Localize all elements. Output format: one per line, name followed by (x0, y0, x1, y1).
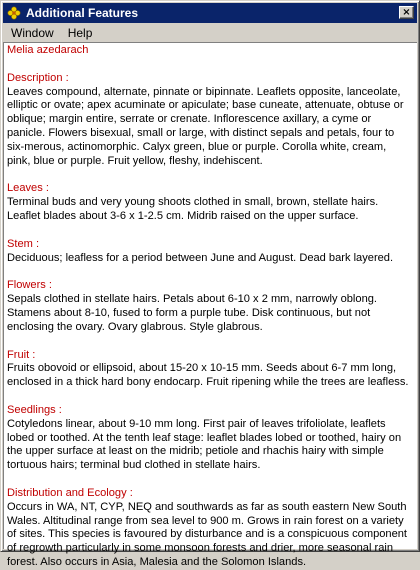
section-text: Occurs in WA, NT, CYP, NEQ and southwards as far as south eastern New South Wales. Altitudinal range from sea level to 900 m. Grows in rain forest on a variety of sites. This species is favoured by disturbance and is a conspicuous component of regrowth particularly in some monsoon forests and drier, more seasonal rain forest. Also occurs in Asia, Malesia and the Solomon Islands. (7, 500, 408, 568)
section-fruit (7, 349, 411, 390)
features-text-area[interactable] (3, 42, 417, 568)
section-heading: Flowers : (7, 279, 52, 292)
section-text: Leaves compound, alternate, pinnate or bipinnate. Leaflets opposite, lanceolate, elliptic or ovate; apex acuminate or apiculate; base cuneate, attenuate, obtuse or oblique; margin entire, serrate or crenate. Inflorescence axillary, a cyme or panicle. Flowers bisexual, small or large, with distinct sepals and petals, four to six-merous, actinomorphic. Calyx green, blue or purple. Corolla white, cream, pink, blue or purple. Fruit yellow, fleshy, indehiscent. (7, 85, 404, 167)
section-heading: Stem : (7, 237, 40, 250)
section-heading: Leaves : (7, 182, 49, 195)
section-text: Deciduous; leafless for a period between June and August. Dead bark layered. (7, 251, 394, 264)
section-flowers (7, 279, 411, 334)
section-seedlings (7, 404, 411, 473)
menu-window[interactable]: Window (11, 26, 54, 40)
menu-bar (3, 24, 417, 42)
section-heading: Description : (7, 71, 69, 84)
section-description (7, 72, 411, 169)
section-text: Sepals clothed in stellate hairs. Petals about 6-10 x 2 mm, narrowly oblong. Stamens about 8-10, fused to form a purple tube. Disk continuous, but not enclosing the ovary. Ovary glabrous. Style glabrous. (7, 293, 377, 333)
section-stem (7, 238, 411, 266)
species-name: Melia azedarach (7, 44, 89, 56)
yellow-flower-icon (6, 5, 22, 21)
section-heading: Distribution and Ecology : (7, 486, 133, 499)
section-heading: Fruit : (7, 348, 36, 361)
menu-help[interactable]: Help (67, 26, 93, 40)
section-distribution-ecology (7, 487, 411, 570)
title-bar[interactable] (3, 3, 417, 23)
close-button[interactable]: × (399, 6, 414, 19)
section-text: Fruits obovoid or ellipsoid, about 15-20 x 10-15 mm. Seeds about 6-7 mm long, enclosed in a thick hard bony endocarp. Fruit ripening while the trees are leafless. (7, 362, 409, 389)
section-heading: Seedlings : (7, 403, 62, 416)
section-text: Terminal buds and very young shoots clothed in small, brown, stellate hairs. Leaflet blades about 3-6 x 1-2.5 cm. Midrib raised on the upper surface. (7, 196, 379, 222)
section-leaves (7, 182, 411, 223)
section-text: Cotyledons linear, about 9-10 mm long. First pair of leaves trifoliolate, leaflets lobed or toothed. At the tenth leaf stage: leaflet blades lobed or toothed, hairy on the upper surface at least on the midrib; petiole and rhachis hairy with simple tortuous hairs; terminal bud clothed in stellate hairs. (7, 417, 402, 472)
window-title: Additional Features (26, 6, 139, 20)
